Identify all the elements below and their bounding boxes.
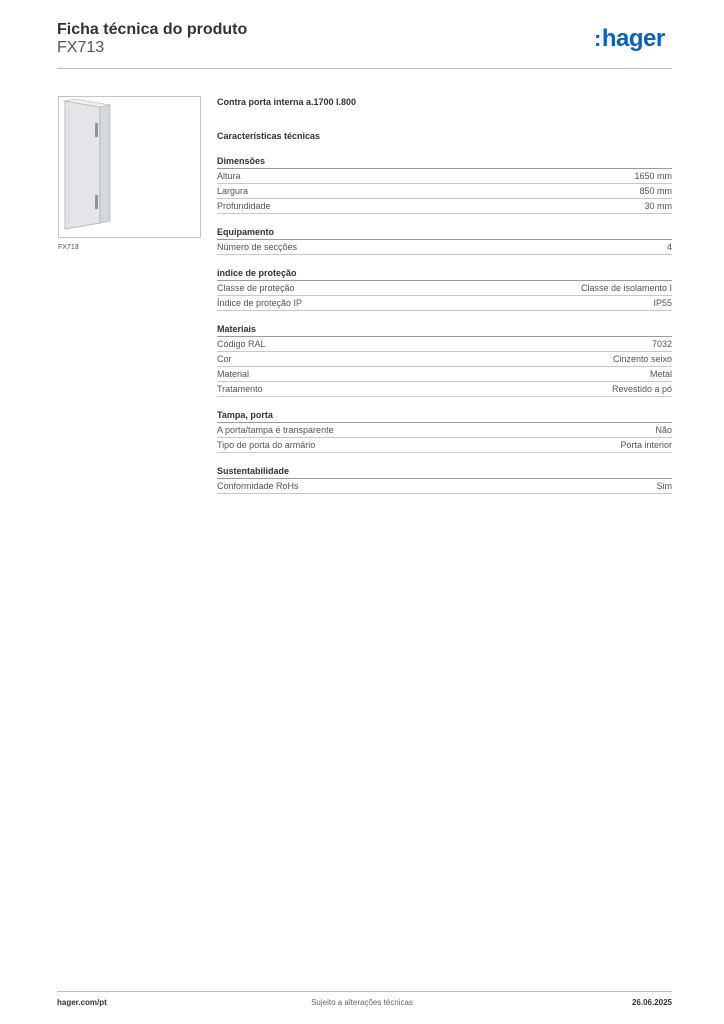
spec-row bbox=[217, 199, 672, 214]
hager-logo[interactable] bbox=[594, 26, 665, 52]
spec-group-title: Sustentabilidade bbox=[217, 465, 672, 479]
page-title: Ficha técnica do produto bbox=[57, 21, 248, 38]
logo-colon-icon: : bbox=[594, 26, 601, 51]
spec-row bbox=[217, 337, 672, 352]
spec-value: 30 mm bbox=[644, 201, 672, 211]
spec-row bbox=[217, 281, 672, 296]
logo-text: hager bbox=[601, 25, 665, 52]
spec-label: Conformidade RoHs bbox=[217, 481, 299, 491]
spec-value: Não bbox=[655, 425, 672, 435]
spec-value: 1650 mm bbox=[634, 171, 672, 181]
spec-group-cover-door bbox=[217, 409, 672, 453]
spec-group-title: Materiais bbox=[217, 323, 672, 337]
spec-row bbox=[217, 438, 672, 453]
spec-group-title: índice de proteção bbox=[217, 267, 672, 281]
spec-label: Código RAL bbox=[217, 339, 266, 349]
spec-group-dimensions bbox=[217, 155, 672, 214]
product-code: FX713 bbox=[57, 39, 105, 56]
spec-label: A porta/tampa é transparente bbox=[217, 425, 334, 435]
spec-group-title: Tampa, porta bbox=[217, 409, 672, 423]
spec-label: Classe de proteção bbox=[217, 283, 295, 293]
image-caption: FX713 bbox=[58, 244, 79, 251]
specifications bbox=[217, 95, 672, 494]
spec-value: Revestido a pó bbox=[611, 384, 672, 394]
spec-label: Profundidade bbox=[217, 201, 271, 211]
spec-group-materials bbox=[217, 323, 672, 397]
footer-website-link[interactable]: hager.com/pt bbox=[57, 998, 107, 1007]
cabinet-door-icon bbox=[59, 97, 200, 237]
spec-value: Sim bbox=[656, 481, 672, 491]
spec-row bbox=[217, 169, 672, 184]
spec-value: Cinzento seixo bbox=[612, 354, 672, 364]
spec-group-title: Dimensões bbox=[217, 155, 672, 169]
specs-heading: Características técnicas bbox=[217, 131, 321, 141]
spec-row bbox=[217, 382, 672, 397]
spec-group-equipment bbox=[217, 226, 672, 255]
product-image bbox=[58, 96, 201, 238]
spec-label: Altura bbox=[217, 171, 241, 181]
spec-label: Tipo de porta do armário bbox=[217, 440, 316, 450]
spec-label: Tratamento bbox=[217, 384, 263, 394]
footer-divider bbox=[57, 991, 672, 992]
spec-value: 4 bbox=[666, 242, 672, 252]
header-divider bbox=[57, 68, 672, 69]
spec-label: Cor bbox=[217, 354, 232, 364]
spec-row bbox=[217, 184, 672, 199]
spec-row bbox=[217, 479, 672, 494]
spec-value: 850 mm bbox=[639, 186, 672, 196]
footer-date: 26.06.2025 bbox=[631, 998, 672, 1007]
spec-label: Número de secções bbox=[217, 242, 298, 252]
footer-note: Sujeito a alterações técnicas bbox=[311, 998, 413, 1007]
spec-group-protection bbox=[217, 267, 672, 311]
spec-value: IP55 bbox=[653, 298, 672, 308]
spec-value: Porta interior bbox=[620, 440, 672, 450]
spec-label: Índice de proteção IP bbox=[217, 298, 303, 308]
spec-value: 7032 bbox=[651, 339, 672, 349]
spec-label: Largura bbox=[217, 186, 249, 196]
spec-group-title: Equipamento bbox=[217, 226, 672, 240]
spec-row bbox=[217, 240, 672, 255]
spec-group-sustainability bbox=[217, 465, 672, 494]
spec-value: Classe de isolamento I bbox=[580, 283, 672, 293]
spec-row bbox=[217, 296, 672, 311]
product-name: Contra porta interna a.1700 l.800 bbox=[217, 97, 357, 107]
spec-row bbox=[217, 367, 672, 382]
spec-value: Metal bbox=[649, 369, 672, 379]
spec-row bbox=[217, 352, 672, 367]
spec-row bbox=[217, 423, 672, 438]
spec-label: Material bbox=[217, 369, 250, 379]
